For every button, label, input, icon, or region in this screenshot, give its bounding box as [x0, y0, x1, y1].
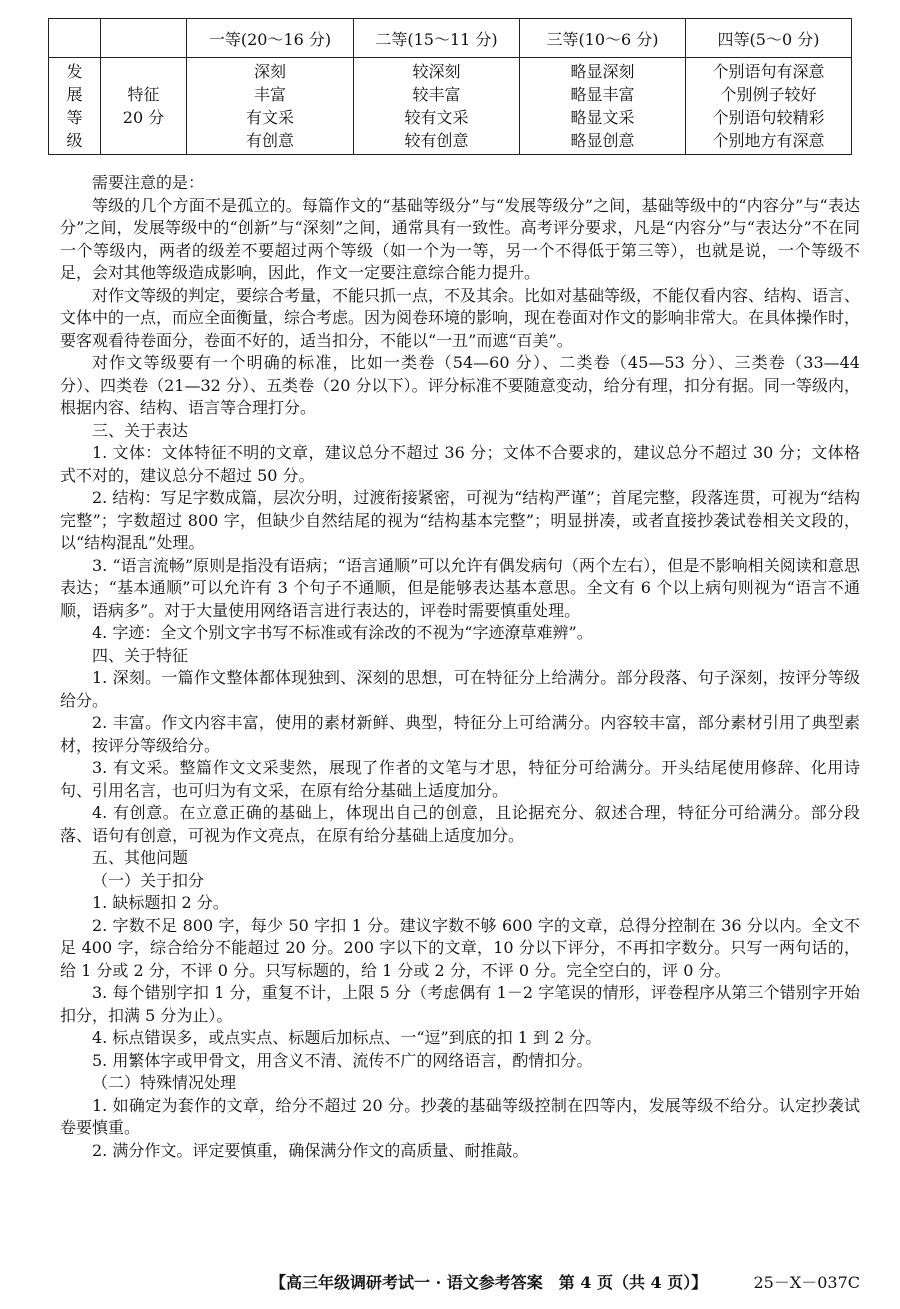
paragraph: 需要注意的是： — [92, 173, 205, 192]
table-row — [49, 58, 852, 155]
header-cell: 一等(20～16 分) — [187, 19, 354, 58]
footer-title: 【高三年级调研考试一 · 语文参考答案 第 4 页（共 4 页）】 — [270, 1273, 708, 1292]
body-text — [60, 172, 860, 1162]
paragraph: 1. 深刻。一篇作文整体都体现独到、深刻的思想，可在特征分上给满分。部分段落、句子深刻，按评分等级给分。 — [60, 668, 860, 710]
grade-cell: 较深刻 较丰富 较有文采 较有创意 — [354, 58, 520, 155]
paragraph: 5. 用繁体字或甲骨文，用含义不清、流传不广的网络语言，酌情扣分。 — [92, 1050, 593, 1070]
header-cell: 四等(5～0 分) — [686, 19, 852, 58]
paragraph: 3. 有文采。整篇作文文采斐然，展现了作者的文笔与才思，特征分可给满分。开头结尾使用修辞、化用诗句、引用名言，也可归为有文采，在原有给分基础上适度加分。 — [60, 758, 860, 800]
section-heading: 五、其他问题 — [92, 848, 189, 867]
footer-code: 25－X－037C — [753, 1273, 860, 1292]
section-heading: 四、关于特征 — [92, 645, 189, 665]
feature-label-cell: 特征 20 分 — [101, 58, 187, 155]
header-cell — [49, 19, 101, 58]
subsection-heading: （二）特殊情况处理 — [92, 1073, 237, 1092]
section-heading: 三、关于表达 — [92, 420, 189, 440]
subsection-heading: （一）关于扣分 — [92, 870, 205, 890]
paragraph: 3. 每个错别字扣 1 分，重复不计，上限 5 分（考虑偶有 1－2 字笔误的情形，评卷程序从第三个错别字开始扣分，扣满 5 分为止）。 — [60, 983, 860, 1025]
paragraph: 4. 字迹：全文个别文字书写不标准或有涂改的不视为“字迹潦草难辨”。 — [92, 623, 593, 642]
paragraph: 对作文等级要有一个明确的标准，比如一类卷（54—60 分）、二类卷（45—53 分）、三类卷（33—44 分）、四类卷（21—32 分）、五类卷（20 分以下）。评分标准不要随意变动，给分有理，扣分有据。同一等级内，根据内容、结构、语言等合理打分。 — [60, 353, 860, 417]
grade-cell: 个别语句有深意 个别例子较好 个别语句较精彩 个别地方有深意 — [686, 58, 852, 155]
row-label-cell: 发 展 等 级 — [49, 58, 101, 155]
grade-table — [48, 18, 852, 155]
paragraph: 1. 文体：文体特征不明的文章，建议总分不超过 36 分；文体不合要求的，建议总分不超过 30 分；文体格式不对的，建议总分不超过 50 分。 — [60, 443, 860, 485]
header-cell: 三等(10～6 分) — [520, 19, 686, 58]
paragraph: 2. 满分作文。评定要慎重，确保满分作文的高质量、耐推敲。 — [92, 1140, 529, 1160]
grade-cell: 略显深刻 略显丰富 略显文采 略显创意 — [520, 58, 686, 155]
paragraph: 2. 字数不足 800 字，每少 50 字扣 1 分。建议字数不够 600 字的文章，总得分控制在 36 分以内。全文不足 400 字，综合给分不能超过 20 分。200 字以下的文章，10 分以下评分，不再扣字数分。只写一两句话的，给 1 分或 2 分，不评 0 分。只写标题的，给 1 分或 2 分，不评 0 分。完全空白的，评 0 分。 — [60, 915, 860, 980]
paragraph: 3. “语言流畅”原则是指没有语病；“语言通顺”可以允许有偶发病句（两个左右），但是不影响相关阅读和意思表达；“基本通顺”可以允许有 3 个句子不通顺，但是能够表达基本意思。全文有 6 个以上病句则视为“语言不通顺，语病多”。对于大量使用网络语言进行表达的，评卷时需要慎重处理。 — [60, 555, 860, 620]
paragraph: 对作文等级的判定，要综合考量，不能只抓一点，不及其余。比如对基础等级，不能仅看内容、结构、语言、文体中的一点，而应全面衡量，综合考虑。因为阅卷环境的影响，现在卷面对作文的影响非常大。在具体操作时，要客观看待卷面分，卷面不好的，适当扣分，不能以“一丑”而遮“百美”。 — [60, 285, 861, 350]
header-cell — [101, 19, 187, 58]
paragraph: 1. 缺标题扣 2 分。 — [92, 893, 229, 912]
paragraph: 1. 如确定为套作的文章，给分不超过 20 分。抄袭的基础等级控制在四等内，发展等级不给分。认定抄袭试卷要慎重。 — [60, 1095, 860, 1137]
paragraph: 4. 标点错误多，或点实点、标题后加标点、一“逗”到底的扣 1 到 2 分。 — [92, 1028, 602, 1047]
paragraph: 4. 有创意。在立意正确的基础上，体现出自己的创意，且论据充分、叙述合理，特征分可给满分。部分段落、语句有创意，可视为作文亮点，在原有给分基础上适度加分。 — [60, 803, 860, 845]
table-header-row — [49, 19, 852, 58]
paragraph: 等级的几个方面不是孤立的。每篇作文的“基础等级分”与“发展等级分”之间，基础等级中的“内容分”与“表达分”之间，发展等级中的“创新”与“深刻”之间，通常具有一致性。高考评分要求，凡是“内容分”与“表达分”不在同一个等级内，两者的级差不要超过两个等级（如一个为一等，另一个不得低于第三等），也就是说，一个等级不足，会对其他等级造成影响，因此，作文一定要注意综合能力提升。 — [60, 195, 860, 282]
paragraph: 2. 丰富。作文内容丰富，使用的素材新鲜、典型，特征分上可给满分。内容较丰富，部分素材引用了典型素材，按评分等级给分。 — [60, 713, 860, 755]
paragraph: 2. 结构：写足字数成篇，层次分明，过渡衔接紧密，可视为“结构严谨”；首尾完整，段落连贯，可视为“结构完整”；字数超过 800 字，但缺少自然结尾的视为“结构基本完整”；明显拼凑，或者直接抄袭试卷相关文段的，以“结构混乱”处理。 — [60, 488, 860, 552]
grade-cell: 深刻 丰富 有文采 有创意 — [187, 58, 354, 155]
header-cell: 二等(15～11 分) — [354, 19, 520, 58]
